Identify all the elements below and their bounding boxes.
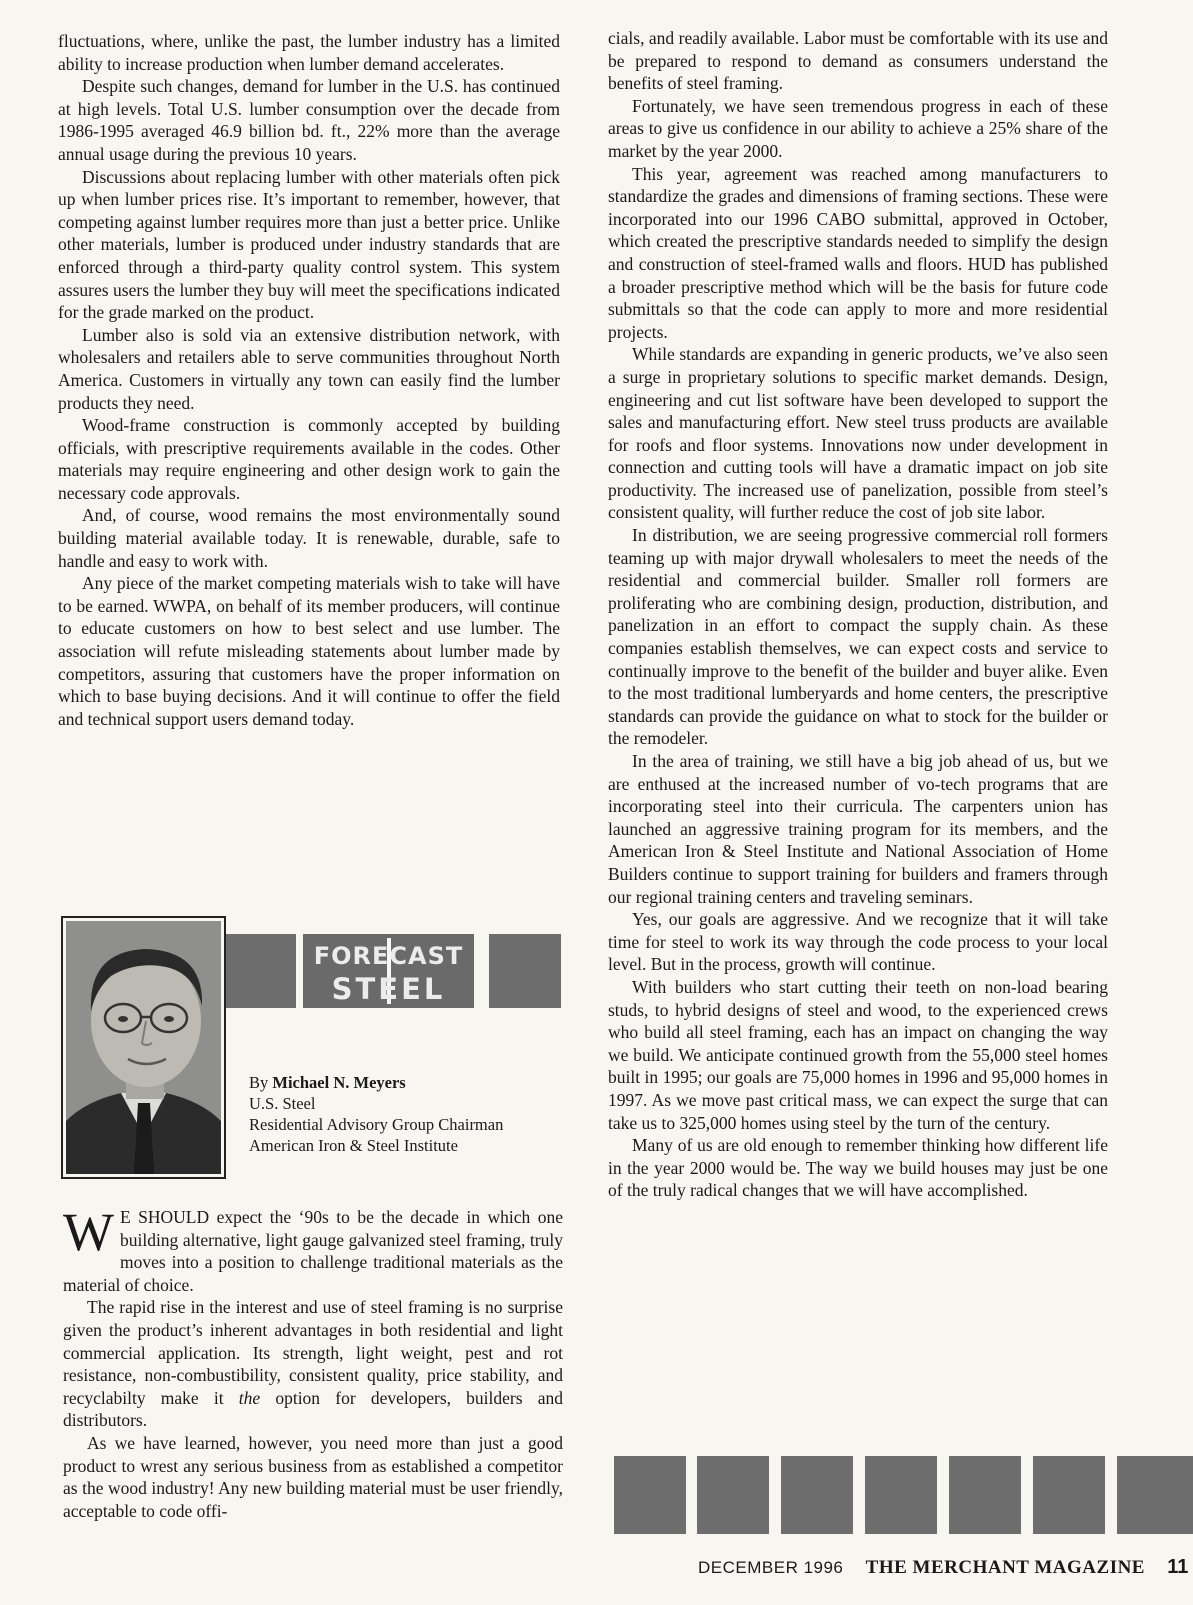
paragraph: As we have learned, however, you need more than just a good product to wrest any serious business from as established a competitor as the wood industry! Any new building material must be user friendly, acceptable to code offi- [63,1432,563,1521]
decorative-square [614,1456,686,1534]
decorative-square [1033,1456,1105,1534]
paragraph [63,1296,563,1432]
lead-paragraph [63,1202,563,1296]
drop-cap: W [63,1202,114,1262]
author-photo-frame [61,916,226,1179]
byline-title: Residential Advisory Group Chairman [249,1115,504,1134]
paragraph: Yes, our goals are aggressive. And we recognize that it will take time for steel to work its way through the code process to your local level. But in the process, growth will continue. [608,909,1108,975]
byline-company: U.S. Steel [249,1094,316,1113]
left-column-bottom [63,1202,564,1522]
decorative-square [781,1456,853,1534]
banner-block-right [489,934,561,1008]
author-photo [66,921,221,1174]
paragraph: In the area of training, we still have a big job ahead of us, but we are enthused at the increased number of vo-tech programs that are incorporating steel into their curricula. The carpenters union has launched an aggressive training program for its members, and the American Iron & Steel Institute and National Association of Home Builders continue to support training for builders and framers through our regional training centers and traveling seminars. [608,751,1108,907]
footer-date: DECEMBER 1996 [698,1558,844,1577]
decorative-square [865,1456,937,1534]
banner-word-forecast: FORECAST [313,942,464,970]
paragraph: In distribution, we are seeing progressive commercial roll formers teaming up with major drywall wholesalers to meet the needs of the residential and commercial builder. Smaller roll formers are proliferating who are combining design, production, distribution, and panelization in an effort to compact the supply chain. As these companies establish themselves, we can expect costs and service to continually improve to the benefit of the builder and buyer alike. Even to the most traditional lumberyards and home centers, the prescriptive standards can provide the guidance on what to stock for the builder or the remodeler. [608,525,1108,749]
byline-org: American Iron & Steel Institute [249,1136,458,1155]
paragraph-text: option for developers, builders and distributors. [63,1387,564,1431]
paragraph: cials, and readily available. Labor must be comfortable with its use and be prepared to respond to demand as consumers understand the benefits of steel framing. [608,28,1108,94]
byline-prefix: By [249,1073,273,1092]
paragraph: Lumber also is sold via an extensive distribution network, with wholesalers and retailers able to serve communities throughout North America. Customers in virtually any town can easily find the lumber products they need. [58,324,560,413]
paragraph: This year, agreement was reached among manufacturers to standardize the grades and dimensions of framing sections. These were incorporated into our 1996 CABO submittal, approved in October, which created the prescriptive standards needed to simplify the design and construction of steel-framed walls and floors. HUD has published a broader prescriptive method which will be the basis for future code submittals so that the code can apply to more and more residential projects. [608,163,1108,342]
paragraph: Fortunately, we have seen tremendous progress in each of these areas to give us confidence in our ability to achieve a 25% share of the market by the year 2000. [608,95,1108,161]
right-column [608,27,1108,1202]
paragraph: Any piece of the market competing materials wish to take will have to be earned. WWPA, on behalf of its member producers, will continue to educate customers on how to best select and use lumber. The association will refute misleading statements about lumber made by competitors, assuring that customers have the proper information on which to base buying decisions. And it will continue to offer the field and technical support users demand today. [58,573,560,729]
decorative-square [1117,1456,1193,1534]
decorative-square [949,1456,1021,1534]
portrait-illustration [66,921,221,1174]
paragraph: Discussions about replacing lumber with other materials often pick up when lumber prices rise. It’s important to remember, however, that competing against lumber requires more than just a better price. Unlike other materials, lumber is produced under industry standards that are enforced through a third-party quality control system. This system assures users the lumber they buy will meet the specifications indicated for the grade marked on the product. [58,166,560,323]
paragraph: Many of us are old enough to remember thinking how different life in the year 2000 would be. The way we build houses may just be one of the truly radical changes that we will have accomplished. [608,1135,1108,1201]
page-number: 11 [1167,1556,1189,1578]
page-footer [698,1556,1188,1579]
footer-magazine-name: THE MERCHANT MAGAZINE [865,1557,1145,1578]
byline-author-line [249,1072,503,1093]
paragraph-emphasis: the [238,1387,261,1408]
paragraph: Despite such changes, demand for lumber in the U.S. has continued at high levels. Total U.S. lumber consumption over the decade from 1986-1995 averaged 46.9 billion bd. ft., 22% more than the average annual usage during the previous 10 years. [58,76,560,164]
banner-word-steel: STEEL [331,972,446,1006]
paragraph: While standards are expanding in generic products, we’ve also seen a surge in proprietary solutions to specific market demands. Design, engineering and cut list software have been developed to support the sales and manufacturing effort. New steel truss products are available for roofs and floor systems. Innovations now under development in connection and cutting tools will have a dramatic impact on job site productivity. The increased use of panelization, possible from steel’s consistent quality, will further reduce the cost of job site labor. [608,344,1108,523]
left-column-top [58,30,560,730]
paragraph: With builders who start cutting their teeth on non-load bearing studs, to hybrid designs of steel and wood, to the experienced crews who build all steel framing, each has an impact on changing the way we build. We anticipate continued growth from the 55,000 steel homes built in 1995; our goals are 75,000 homes in 1996 and 95,000 homes in 1997. As we move past critical mass, we can expect the surge that can take us to 325,000 homes using steel by the turn of the century. [608,976,1108,1133]
decorative-square [697,1456,769,1534]
paragraph: Wood-frame construction is commonly accepted by building officials, with prescriptive requirements available in the codes. Other materials may require engineering and other design work to gain the necessary code approvals. [58,415,560,503]
banner-block-left [226,934,296,1008]
lead-text: E SHOULD expect the ‘90s to be the decade in which one building alternative, light gauge galvanized steel framing, truly moves into a position to challenge traditional materials as the material of choice. [63,1207,563,1295]
byline-author: Michael N. Meyers [272,1073,406,1092]
paragraph: fluctuations, where, unlike the past, the lumber industry has a limited ability to increase production when lumber demand accelerates. [58,31,560,74]
forecast-steel-banner [303,934,474,1008]
paragraph-text: The rapid rise in the interest and use of steel framing is no surprise given the product’s inherent advantages in both residential and light commercial application. Its strength, light weight, pest and rot resistance, non-combustibility, consistent quality, price stability, and recyclabilty make it [63,1297,563,1408]
byline [249,1072,503,1156]
paragraph: And, of course, wood remains the most environmentally sound building material available today. It is renewable, durable, safe to handle and easy to work with. [58,505,560,571]
